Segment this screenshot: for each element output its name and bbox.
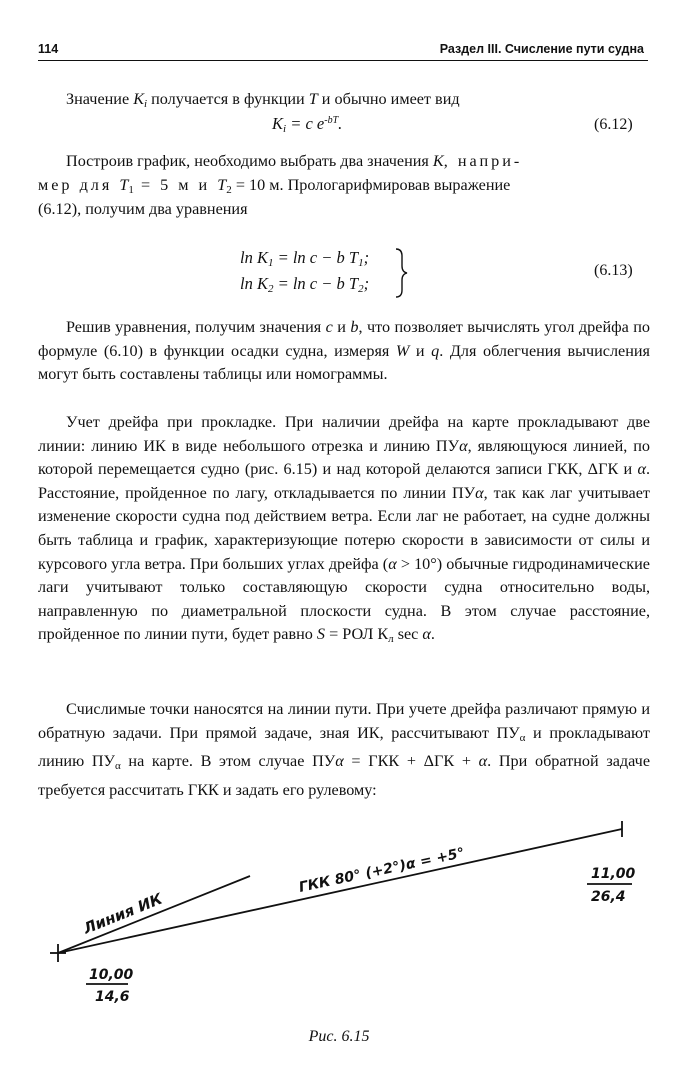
course-line-ik: [58, 876, 250, 953]
equation-6-12: $K_i = c$ $e^{-bT}$.: [272, 114, 343, 135]
figure-caption: Рис. 6.15: [308, 1028, 370, 1045]
paragraph-plot: Построив график, необходимо выбрать два значения K, напри-: [66, 152, 523, 170]
end-time: 11,00: [591, 866, 636, 882]
paragraph-intro: Значение $K_i$ получается в функции T и обычно имеет вид: [66, 90, 460, 110]
end-log: 26,4: [591, 889, 626, 905]
paragraph-dr-points: Счислимые точки наносятся на линии пути. При учете дрейфа различают прямую и обратную задачи. При прямой задаче, зная ИК, рассчитывают $ПУ_\alpha$ и прокладывают линию $ПУ_\alpha$ на карте. В этом случае ПУα = ГКК + ΔГК + α. При обратной задаче требуется рассчитать ГКК и задать его рулевому:: [38, 700, 651, 799]
start-log: 14,6: [95, 989, 130, 1005]
equation-number-6-12: (6.12): [594, 116, 633, 133]
track-line-pu: [58, 829, 622, 953]
equation-number-6-13: (6.13): [594, 262, 633, 279]
equation-6-13-line1: $\ln K_1 = \ln c - b$ $T_1$;: [240, 248, 370, 269]
section-title: Раздел III. Счисление пути судна: [439, 42, 644, 56]
paragraph-solve: Решив уравнения, получим значения c и b, что позволяет вычислять угол дрейфа по формуле (6.10) в функции осадки судна, измеряя W и q. Для облегчения вычисления могут быть составлены таблицы или номограммы.: [38, 318, 650, 384]
paragraph-drift-plotting: Учет дрейфа при прокладке. При наличии дрейфа на карте прокладывают две линии: линию ИК в виде небольшого отрезка и линию ПУα, являющуюся линией, по которой перемещается судно (рис. 6.15) и над которой делаются записи ГКК, ΔГК и α. Расстояние, пройденное по лагу, откладывается по линии ПУα, так как лаг учитывает изменение скорости судна под действием ветра. Если лаг не работает, на судне должны быть таблица и график, характеризующие потерю скорости в зависимости от силы и курсового угла ветра. При больших углах дрейфа (α > 10°) обычные гидродинамические лаги учитывают только составляющую скорости судна относительно воды, направленную по диаметральной плоскости судна. В этом случае расстояние, пройденное по линии пути, будет равно S = РОЛ $К_л$ sec α.: [38, 413, 650, 646]
paragraph-plot-line2: мер для $T_1 = 5$ м и $T_2 = 10$ м. Прологарифмировав выражение: [38, 176, 511, 196]
course-label: ГКК 80° (+2°)α = +5°: [297, 845, 467, 896]
equation-6-13-line2: $\ln K_2 = \ln c - b$ $T_2$;: [240, 274, 370, 295]
paragraph-plot-line3: (6.12), получим два уравнения: [38, 200, 248, 218]
page-number: 114: [38, 42, 59, 56]
line-ik-label: Линия ИК: [80, 889, 165, 938]
start-time: 10,00: [89, 967, 134, 983]
